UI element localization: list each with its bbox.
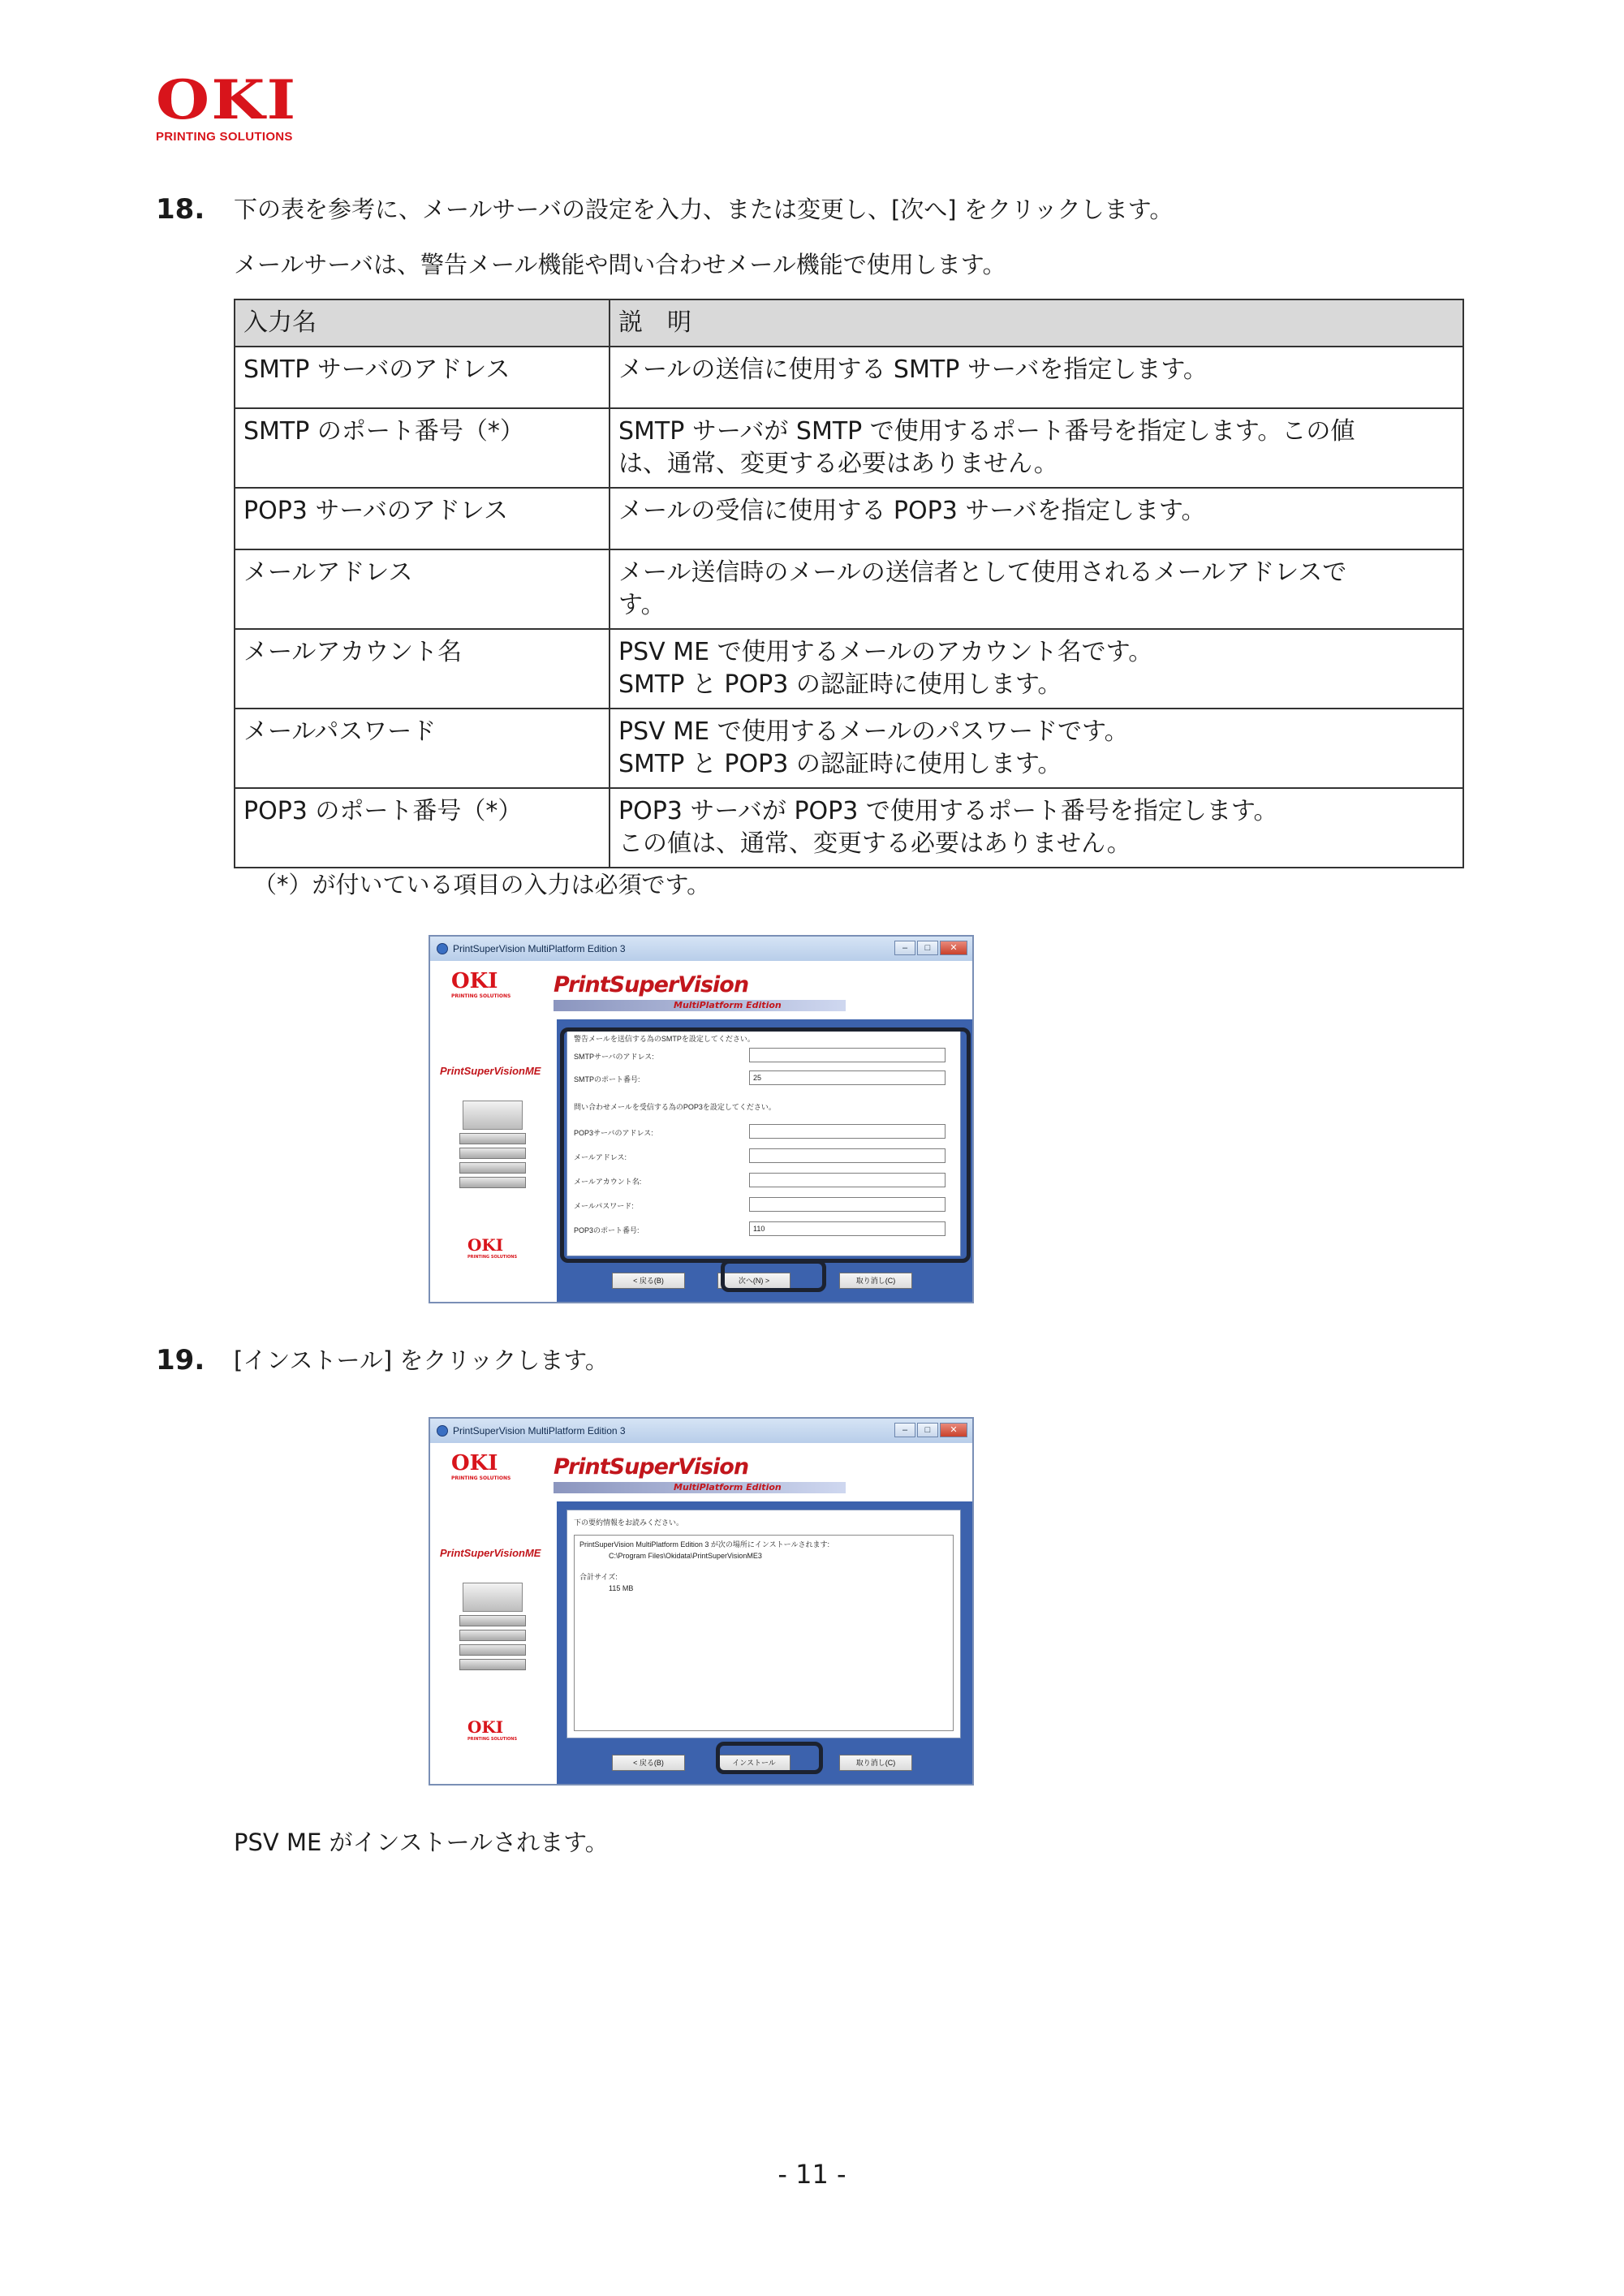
header-oki-logo: OKI <box>451 969 498 993</box>
required-note: （*）が付いている項目の入力は必須です。 <box>253 871 711 898</box>
step-number: 18. <box>156 193 205 226</box>
field-label: メールパスワード: <box>574 1202 634 1210</box>
field-label: メールアカウント名: <box>574 1178 642 1186</box>
row-desc <box>610 788 1463 868</box>
app-icon <box>437 943 448 954</box>
window-title: PrintSuperVision MultiPlatform Edition 3 <box>453 943 626 954</box>
step-18 <box>0 193 1624 226</box>
table-row <box>235 347 1463 408</box>
field-label: メールアドレス: <box>574 1153 627 1161</box>
header-edition: MultiPlatform Edition <box>674 1482 782 1493</box>
table-row <box>235 709 1463 788</box>
form-highlight <box>560 1027 971 1263</box>
sidebar-oki-sub: PRINTING SOLUTIONS <box>467 1255 518 1260</box>
window-title: PrintSuperVision MultiPlatform Edition 3 <box>453 1425 626 1437</box>
row-name: SMTP サーバのアドレス <box>235 347 610 408</box>
desc-line: この値は、通常、変更する必要はありません。 <box>618 829 1131 858</box>
table-row <box>235 788 1463 868</box>
row-desc <box>610 549 1463 629</box>
maximize-icon[interactable]: □ <box>917 941 938 955</box>
row-desc <box>610 408 1463 488</box>
summary-line: PrintSuperVision MultiPlatform Edition 3 が次の場所にインストールされます: <box>579 1540 829 1549</box>
sidebar-brand: PrintSuperVisionME <box>440 1547 541 1559</box>
header-edition: MultiPlatform Edition <box>674 1000 782 1010</box>
oki-logo <box>156 68 310 144</box>
close-icon[interactable]: ✕ <box>940 1423 967 1437</box>
minimize-icon[interactable]: – <box>894 941 915 955</box>
sidebar-oki-sub: PRINTING SOLUTIONS <box>467 1737 518 1742</box>
table-row <box>235 549 1463 629</box>
row-desc <box>610 488 1463 549</box>
window-titlebar <box>430 1419 972 1443</box>
desc-line: は、通常、変更する必要はありません。 <box>618 450 1058 478</box>
table-row <box>235 629 1463 709</box>
header-brand: PrintSuperVision <box>554 1454 749 1480</box>
install-button[interactable]: インストール <box>717 1755 790 1771</box>
minimize-icon[interactable]: – <box>894 1423 915 1437</box>
close-icon[interactable]: ✕ <box>940 941 967 955</box>
desc-line: POP3 サーバが POP3 で使用するポート番号を指定します。 <box>618 797 1278 825</box>
summary-intro: 下の要約情報をお読みください。 <box>574 1518 684 1527</box>
back-button[interactable]: < 戻る(B) <box>612 1755 685 1771</box>
header-description: 説 明 <box>610 299 1463 347</box>
window-controls <box>894 1423 967 1437</box>
desc-line: メールの受信に使用する POP3 サーバを指定します。 <box>618 497 1206 525</box>
field-label: SMTPサーバのアドレス: <box>574 1053 654 1061</box>
step-text: [インストール] をクリックします。 <box>234 1346 609 1374</box>
cancel-button[interactable]: 取り消し(C) <box>839 1755 912 1771</box>
summary-box <box>574 1535 954 1731</box>
installer-header <box>430 1443 972 1501</box>
logo-subtitle: PRINTING SOLUTIONS <box>156 130 293 144</box>
summary-panel <box>566 1510 961 1738</box>
step-19 <box>0 1344 1624 1376</box>
app-icon <box>437 1425 448 1437</box>
header-input-name: 入力名 <box>235 299 610 347</box>
field-label: POP3サーバのアドレス: <box>574 1129 653 1137</box>
mail-settings-table <box>234 299 1464 868</box>
window-titlebar <box>430 937 972 961</box>
summary-line: C:\Program Files\Okidata\PrintSuperVisionME3 <box>609 1552 762 1560</box>
table-row <box>235 408 1463 488</box>
installer-sidebar <box>430 1501 557 1784</box>
header-brand: PrintSuperVision <box>554 972 749 997</box>
sidebar-oki-logo: OKI <box>467 1235 504 1255</box>
next-highlight <box>721 1260 826 1292</box>
pop3-port-input[interactable]: 110 <box>749 1221 946 1236</box>
row-desc <box>610 709 1463 788</box>
sidebar-brand: PrintSuperVisionME <box>440 1065 541 1077</box>
row-name: メールアドレス <box>235 549 610 629</box>
row-name: SMTP のポート番号（*） <box>235 408 610 488</box>
field-label: SMTPのポート番号: <box>574 1075 640 1083</box>
desc-line: SMTP と POP3 の認証時に使用します。 <box>618 670 1062 699</box>
install-highlight <box>716 1742 823 1774</box>
next-button[interactable]: 次へ(N) > <box>717 1273 790 1289</box>
pop3-section-label: 問い合わせメールを受信する為のPOP3を設定してください。 <box>574 1103 776 1111</box>
step-18-subtext: メールサーバは、警告メール機能や問い合わせメール機能で使用します。 <box>234 251 1006 278</box>
desc-line: す。 <box>618 591 666 619</box>
header-oki-sub: PRINTING SOLUTIONS <box>451 1475 511 1481</box>
page-number: - 11 - <box>778 2159 846 2190</box>
summary-line: 合計サイズ: <box>579 1573 618 1581</box>
maximize-icon[interactable]: □ <box>917 1423 938 1437</box>
cancel-button[interactable]: 取り消し(C) <box>839 1273 912 1289</box>
sidebar-oki-logo: OKI <box>467 1717 504 1737</box>
logo-brand: OKI <box>156 68 298 131</box>
window-controls <box>894 941 967 955</box>
installer-screenshot-mail-settings <box>429 935 974 1303</box>
step-text: 下の表を参考に、メールサーバの設定を入力、または変更し、[次へ] をクリックします。 <box>234 196 1174 223</box>
desc-line: SMTP サーバが SMTP で使用するポート番号を指定します。この値 <box>618 417 1355 446</box>
smtp-port-input[interactable]: 25 <box>749 1070 946 1085</box>
row-name: POP3 のポート番号（*） <box>235 788 610 868</box>
field-label: POP3のポート番号: <box>574 1226 640 1234</box>
header-oki-sub: PRINTING SOLUTIONS <box>451 993 511 999</box>
table-row <box>235 488 1463 549</box>
header-oki-logo: OKI <box>451 1451 498 1475</box>
row-name: POP3 サーバのアドレス <box>235 488 610 549</box>
desc-line: PSV ME で使用するメールのパスワードです。 <box>618 717 1129 746</box>
installer-screenshot-summary <box>429 1417 974 1786</box>
installer-header <box>430 961 972 1019</box>
step-number: 19. <box>156 1344 205 1376</box>
installer-sidebar <box>430 1019 557 1302</box>
install-result-text: PSV ME がインストールされます。 <box>234 1829 609 1856</box>
desc-line: メールの送信に使用する SMTP サーバを指定します。 <box>618 355 1208 384</box>
printer-image <box>456 1101 531 1198</box>
row-name: メールアカウント名 <box>235 629 610 709</box>
desc-line: メール送信時のメールの送信者として使用されるメールアドレスで <box>618 558 1347 587</box>
desc-line: SMTP と POP3 の認証時に使用します。 <box>618 750 1062 778</box>
row-desc <box>610 629 1463 709</box>
table-header-row <box>235 299 1463 347</box>
summary-line: 115 MB <box>609 1584 634 1592</box>
smtp-section-label: 警告メールを送信する為のSMTPを設定してください。 <box>574 1035 755 1043</box>
desc-line: PSV ME で使用するメールのアカウント名です。 <box>618 638 1153 666</box>
row-desc <box>610 347 1463 408</box>
row-name: メールパスワード <box>235 709 610 788</box>
printer-image <box>456 1583 531 1680</box>
back-button[interactable]: < 戻る(B) <box>612 1273 685 1289</box>
